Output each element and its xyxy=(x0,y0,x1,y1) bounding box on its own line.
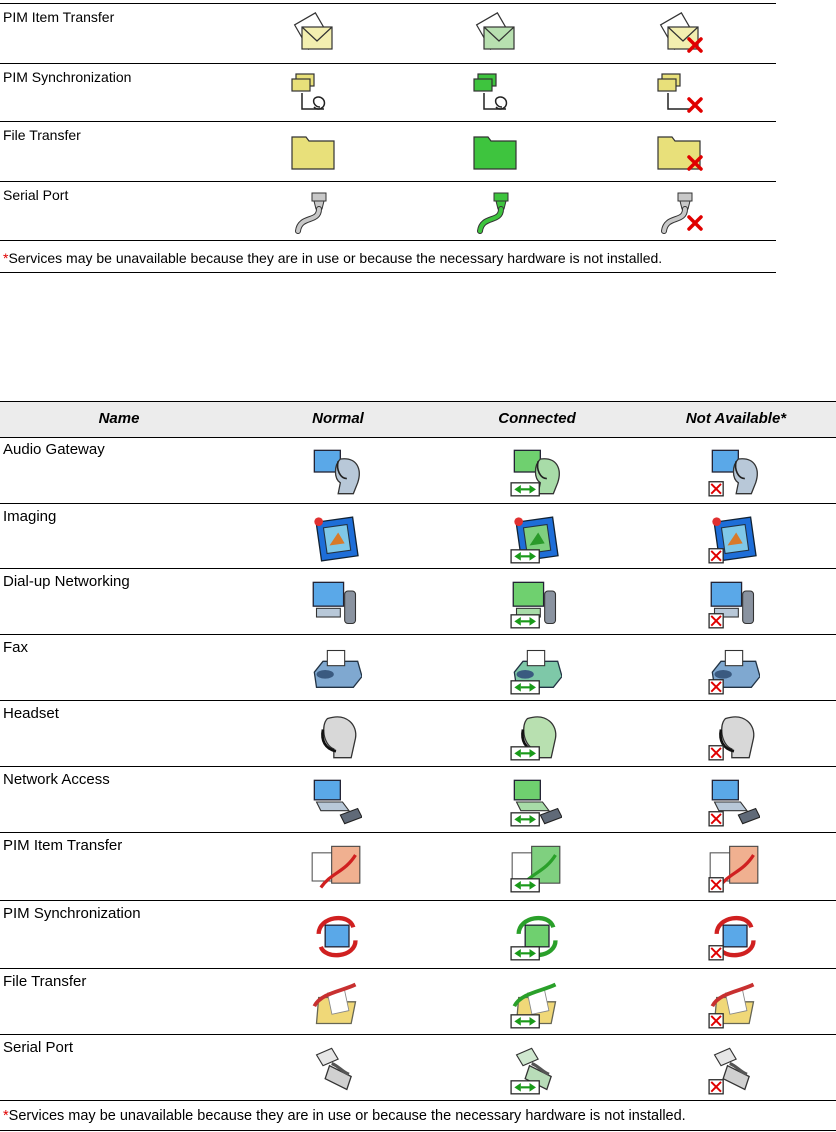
dial-up-networking-icon-na xyxy=(708,578,760,630)
pim-synchronization-icon-connected xyxy=(510,910,562,962)
serial-port-icon-normal xyxy=(310,1044,362,1096)
file-transfer-icon-normal xyxy=(310,978,362,1030)
envelope-icon-connected xyxy=(472,11,520,59)
envelope-icon-normal xyxy=(290,11,338,59)
table-divider xyxy=(0,272,776,273)
table-divider xyxy=(0,181,776,182)
table-divider xyxy=(0,1100,836,1101)
serial-cable-icon-connected xyxy=(472,189,520,237)
sync-cards-icon-normal xyxy=(290,71,338,119)
footnote: *Services may be unavailable because they are in use or because the necessary hardware is not installed. xyxy=(3,1108,686,1124)
serial-port-icon-connected xyxy=(510,1044,562,1096)
imaging-icon-normal xyxy=(310,513,362,565)
column-header-name: Name xyxy=(98,410,140,427)
imaging-icon-connected xyxy=(510,513,562,565)
dial-up-networking-icon-normal xyxy=(310,578,362,630)
footnote: *Services may be unavailable because they are in use or because the necessary hardware is not installed. xyxy=(3,250,663,266)
serial-cable-icon-normal xyxy=(290,189,338,237)
column-header-connected: Connected xyxy=(498,410,576,427)
table-row-label: PIM Synchronization xyxy=(3,69,132,85)
envelope-icon-na xyxy=(656,11,704,59)
table-row-label: Imaging xyxy=(3,508,57,525)
file-transfer-icon-connected xyxy=(510,978,562,1030)
network-access-icon-normal xyxy=(310,776,362,828)
table-row-label: Fax xyxy=(3,639,29,656)
table-divider xyxy=(0,1130,836,1131)
pim-synchronization-icon-normal xyxy=(310,910,362,962)
fax-icon-normal xyxy=(310,644,362,696)
audio-gateway-icon-na xyxy=(708,446,760,498)
headset-icon-normal xyxy=(310,710,362,762)
pim-item-transfer-icon-normal xyxy=(310,842,362,894)
fax-icon-connected xyxy=(510,644,562,696)
folder-icon-normal xyxy=(290,129,338,177)
table-row-label: File Transfer xyxy=(3,973,87,990)
table-divider xyxy=(0,503,836,504)
file-transfer-icon-na xyxy=(708,978,760,1030)
table-divider xyxy=(0,766,836,767)
headset-icon-connected xyxy=(510,710,562,762)
table-divider xyxy=(0,3,776,4)
imaging-icon-na xyxy=(708,513,760,565)
audio-gateway-icon-connected xyxy=(510,446,562,498)
table-row-label: PIM Item Transfer xyxy=(3,9,115,25)
sync-cards-icon-connected xyxy=(472,71,520,119)
table-divider xyxy=(0,1034,836,1035)
table-header xyxy=(0,401,836,438)
dial-up-networking-icon-connected xyxy=(510,578,562,630)
table-row-label: Serial Port xyxy=(3,1039,74,1056)
table-row-label: Serial Port xyxy=(3,187,69,203)
pim-item-transfer-icon-connected xyxy=(510,842,562,894)
folder-icon-connected xyxy=(472,129,520,177)
table-row-label: Network Access xyxy=(3,771,110,788)
audio-gateway-icon-normal xyxy=(310,446,362,498)
table-divider xyxy=(0,121,776,122)
table-row-label: Headset xyxy=(3,705,59,722)
table-divider xyxy=(0,240,776,241)
table-divider xyxy=(0,63,776,64)
table-divider xyxy=(0,832,836,833)
serial-cable-icon-na xyxy=(656,189,704,237)
column-header-not-available: Not Available* xyxy=(685,410,787,427)
headset-icon-na xyxy=(708,710,760,762)
fax-icon-na xyxy=(708,644,760,696)
pim-synchronization-icon-na xyxy=(708,910,760,962)
table-divider xyxy=(0,568,836,569)
network-access-icon-connected xyxy=(510,776,562,828)
network-access-icon-na xyxy=(708,776,760,828)
pim-item-transfer-icon-na xyxy=(708,842,760,894)
serial-port-icon-na xyxy=(708,1044,760,1096)
table-row-label: File Transfer xyxy=(3,127,81,143)
column-header-normal: Normal xyxy=(312,410,364,427)
table-divider xyxy=(0,700,836,701)
table-row-label: Audio Gateway xyxy=(3,441,105,458)
table-row-label: PIM Item Transfer xyxy=(3,837,123,854)
table-divider xyxy=(0,900,836,901)
table-divider xyxy=(0,634,836,635)
folder-icon-na xyxy=(656,129,704,177)
table-divider xyxy=(0,968,836,969)
sync-cards-icon-na xyxy=(656,71,704,119)
table-row-label: PIM Synchronization xyxy=(3,905,141,922)
table-row-label: Dial-up Networking xyxy=(3,573,130,590)
